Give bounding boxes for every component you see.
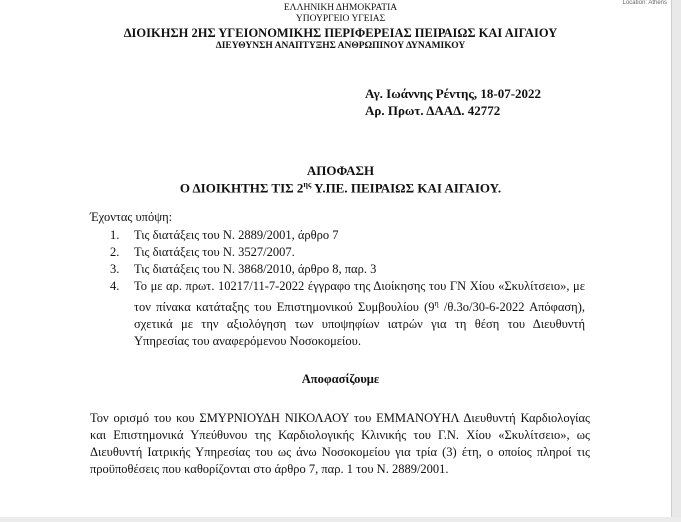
decision-paragraph: Τον ορισμό του κου ΣΜΥΡΝΙΟΥΔΗ ΝΙΚΟΛΑΟΥ του ΕΜΜΑΝΟΥΗΛ Διευθυντή Καρδιολογίας και Επιστημονικά Υπεύθυνου της Καρδιολογικής Κλινικής του Γ.Ν. Χίου «Σκυλίτσειο», ως Διευθυντή Ιατρικής Υπηρεσίας του ως άνω Νοσοκομείου για τρία (3) έτη, ο οποίος πληροί τις προϋποθέσεις που καθορίζονται στο άρθρο 7, παρ. 1 του Ν. 2889/2001. — [90, 411, 590, 476]
ministry-heading: ΥΠΟΥΡΓΕΙΟ ΥΓΕΙΑΣ — [295, 14, 386, 24]
place-date: Αγ. Ιωάννης Ρέντης, 18-07-2022 — [365, 86, 542, 101]
list-item — [110, 278, 585, 350]
considerations-list — [110, 227, 585, 350]
republic-heading: ΕΛΛΗΝΙΚΗ ΔΗΜΟΚΡΑΤΙΑ — [283, 3, 398, 13]
location-note: Location: Athens — [622, 0, 667, 6]
list-item — [110, 227, 585, 244]
item-number: 2. — [110, 245, 120, 259]
item-number: 4. — [110, 279, 120, 293]
viewer-scroll-edge — [671, 0, 681, 522]
item-number: 3. — [110, 262, 120, 276]
item-text: Τις διατάξεις του Ν. 3527/2007. — [134, 245, 295, 259]
list-item — [110, 261, 585, 278]
list-item — [110, 244, 585, 261]
decision-subtitle: Ο ΔΙΟΙΚΗΤΗΣ ΤΙΣ $2^{\eta\varsigma}$ Υ.ΠΕ. ΠΕΙΡΑΙΩΣ ΚΑΙ ΑΙΓΑΙΟΥ. — [179, 180, 502, 196]
we-decide-heading: Αποφασίζουμε — [301, 372, 380, 386]
authority-heading: ΔΙΟΙΚΗΣΗ 2ΗΣ ΥΓΕΙΟΝΟΜΙΚΗΣ ΠΕΡΙΦΕΡΕΙΑΣ ΠΕΙΡΑΙΩΣ ΚΑΙ ΑΙΓΑΙΟΥ — [123, 26, 558, 40]
item-text: Το με αρ. πρωτ. 10217/11-7-2022 έγγραφο της Διοίκησης του ΓΝ Χίου «Σκυλίτσειο», με τον πίνακα κατάταξης του Επιστημονικού Συμβουλίου ($9^\eta$ /θ.3ο/30-6-2022 Απόφαση), σχετικά με την αξιολόγηση των υποψηφίων ιατρών για τη θέση του Διευθυντή Υπηρεσίας του αναφερόμενου Νοσοκομείου. — [134, 279, 585, 349]
item-number: 1. — [110, 228, 120, 242]
protocol-number: Αρ. Πρωτ. ΔΑΑΔ. 42772 — [365, 103, 501, 118]
item-text: Τις διατάξεις του Ν. 3868/2010, άρθρο 8, παρ. 3 — [134, 262, 377, 276]
considering-label: Έχοντας υπόψη: — [90, 210, 173, 224]
item-text: Τις διατάξεις του Ν. 2889/2001, άρθρο 7 — [134, 228, 339, 242]
viewer-bottom-edge — [0, 517, 681, 522]
directorate-heading: ΔΙΕΥΘΥΝΣΗ ΑΝΑΠΤΥΞΗΣ ΑΝΘΡΩΠΙΝΟΥ ΔΥΝΑΜΙΚΟΥ — [215, 41, 466, 51]
decision-title: ΑΠΟΦΑΣΗ — [306, 163, 375, 178]
